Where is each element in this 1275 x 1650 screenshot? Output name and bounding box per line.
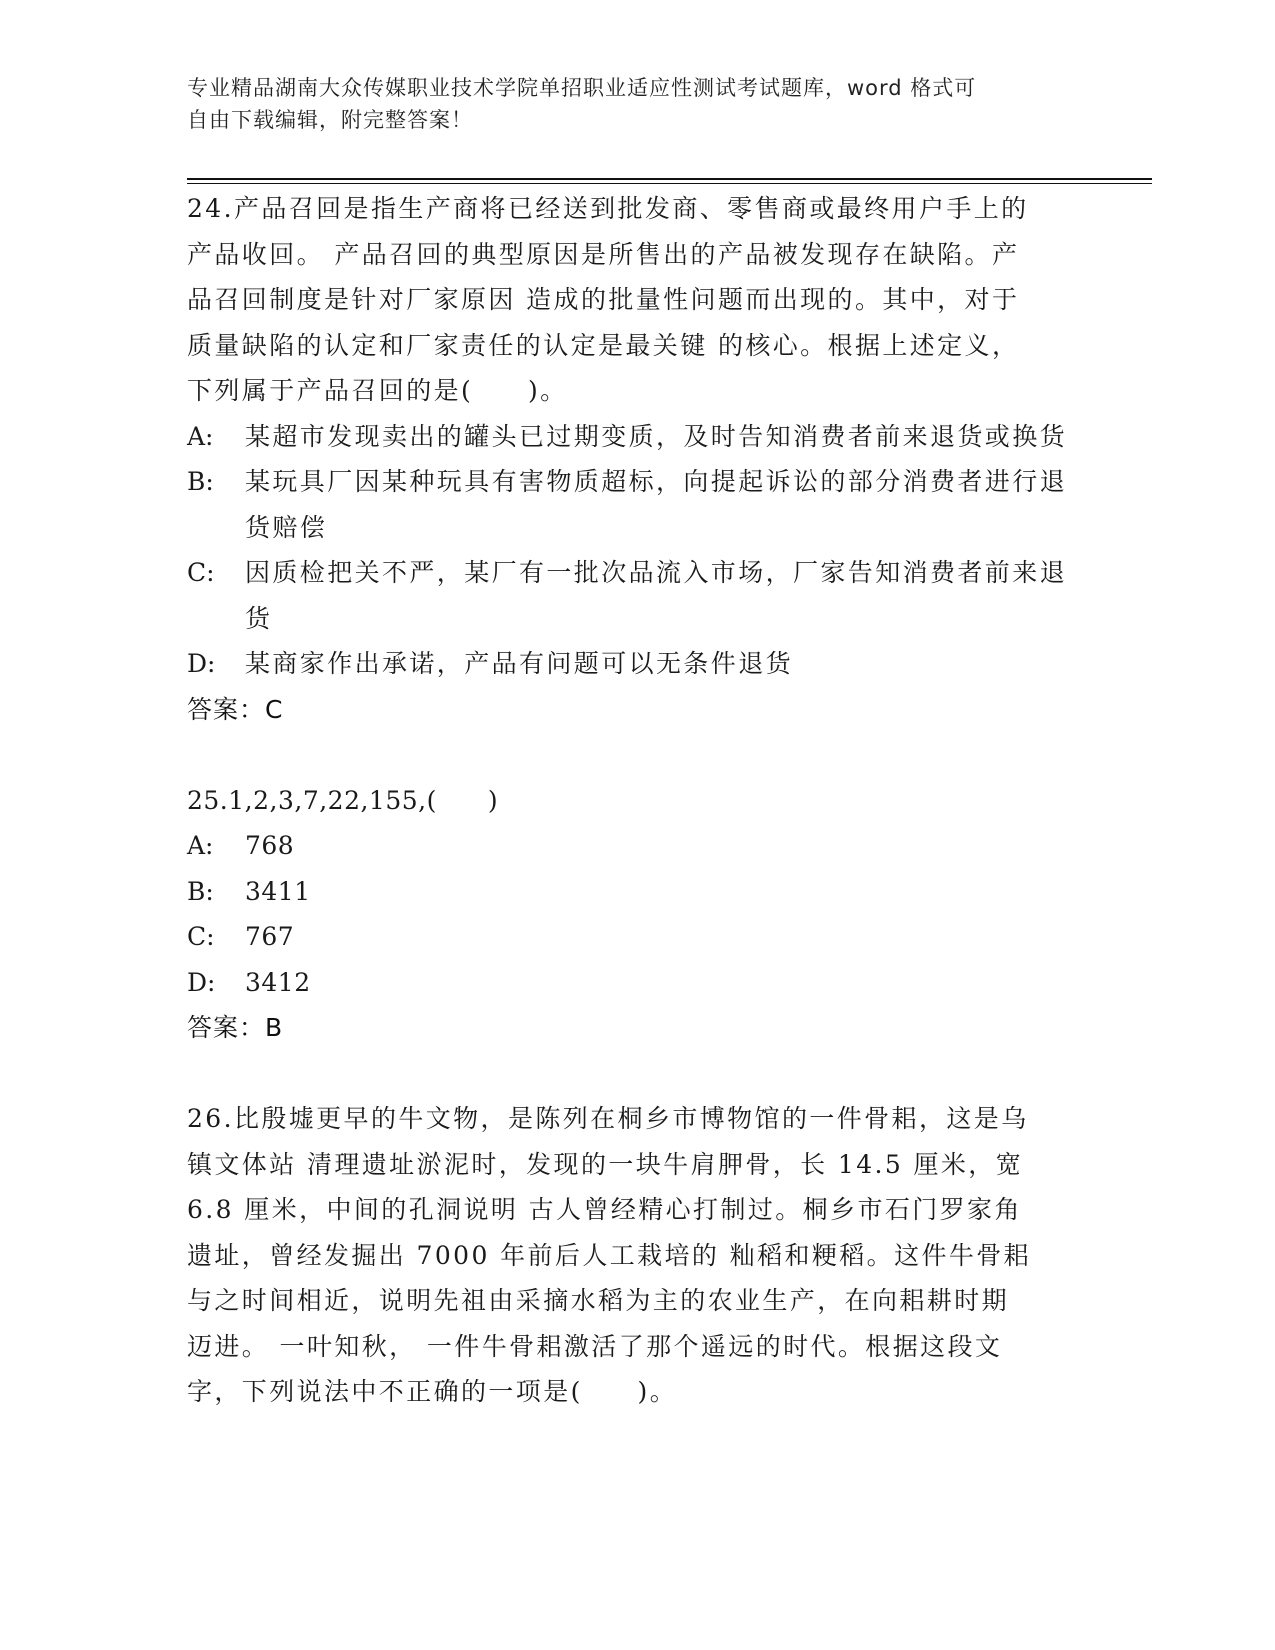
- question-stem-line: 25.1,2,3,7,22,155,( ): [187, 785, 499, 815]
- question-stem-line: 迈进。 一叶知秋， 一件牛骨耜激活了那个遥远的时代。根据这段文: [187, 1331, 1003, 1361]
- option-b: [187, 459, 1067, 550]
- option-a: [187, 414, 1067, 460]
- option-label: B:: [187, 467, 214, 496]
- document-body: [187, 186, 1067, 1415]
- question-stem-line: 26.比殷墟更早的牛文物，是陈列在桐乡市博物馆的一件骨耜，这是乌: [187, 1104, 1029, 1133]
- option-label: D:: [187, 649, 216, 678]
- question-stem-line: 质量缺陷的认定和厂家责任的认定是最关键 的核心。根据上述定义，: [187, 330, 1020, 360]
- option-b: [187, 869, 1067, 915]
- option-a: [187, 823, 1067, 869]
- question-stem-line: 6.8 厘米，中间的孔洞说明 古人曾经精心打制过。桐乡市石门罗家角: [187, 1195, 1022, 1224]
- header-line-1: 专业精品湖南大众传媒职业技术学院单招职业适应性测试考试题库，word 格式可: [187, 76, 977, 100]
- option-text: 某超市发现卖出的罐头已过期变质，及时告知消费者前来退货或换货: [245, 421, 1068, 451]
- option-label: A:: [187, 421, 214, 451]
- document-header: [187, 72, 1067, 136]
- question-26: [187, 1096, 1067, 1415]
- header-divider-thin: [187, 183, 1152, 184]
- option-label: B:: [187, 876, 214, 906]
- option-d: [187, 960, 1067, 1006]
- option-c: [187, 914, 1067, 960]
- question-24: [187, 186, 1067, 732]
- option-label: D:: [187, 967, 216, 997]
- option-label: C:: [187, 558, 215, 587]
- option-label: A:: [187, 831, 214, 860]
- option-d: [187, 641, 1067, 687]
- question-stem-line: 24.产品召回是指生产商将已经送到批发商、零售商或最终用户手上的: [187, 194, 1029, 223]
- option-text: 767: [245, 922, 295, 951]
- question-stem-line: 遗址，曾经发掘出 7000 年前后人工栽培的 籼稻和粳稻。这件牛骨耜: [187, 1240, 1032, 1270]
- option-text: 3412: [245, 967, 311, 997]
- option-text: 某商家作出承诺，产品有问题可以无条件退货: [245, 649, 794, 678]
- question-stem-line: 镇文体站 清理遗址淤泥时，发现的一块牛肩胛骨，长 14.5 厘米，宽: [187, 1149, 1024, 1179]
- question-stem-line: 字，下列说法中不正确的一项是( )。: [187, 1377, 678, 1406]
- spacer: [187, 732, 1067, 778]
- spacer: [187, 1051, 1067, 1097]
- option-text: 3411: [245, 876, 311, 906]
- header-line-2: 自由下载编辑，附完整答案！: [187, 108, 473, 132]
- answer-line: 答案：B: [187, 1013, 284, 1042]
- option-text: 因质检把关不严，某厂有一批次品流入市场，厂家告知消费者前来退货: [245, 558, 1068, 633]
- question-stem-line: 下列属于产品召回的是( )。: [187, 376, 568, 405]
- answer-line: 答案：C: [187, 694, 284, 724]
- option-c: [187, 550, 1067, 641]
- option-text: 768: [245, 831, 295, 860]
- question-25: [187, 778, 1067, 1051]
- option-text: 某玩具厂因某种玩具有害物质超标，向提起诉讼的部分消费者进行退货赔偿: [245, 467, 1068, 542]
- header-divider-thick: [187, 178, 1152, 180]
- option-label: C:: [187, 922, 215, 951]
- question-stem-line: 品召回制度是针对厂家原因 造成的批量性问题而出现的。其中，对于: [187, 285, 1020, 314]
- question-stem-line: 产品收回。 产品召回的典型原因是所售出的产品被发现存在缺陷。产: [187, 239, 1020, 269]
- question-stem-line: 与之时间相近，说明先祖由采摘水稻为主的农业生产，在向耜耕时期: [187, 1286, 1010, 1315]
